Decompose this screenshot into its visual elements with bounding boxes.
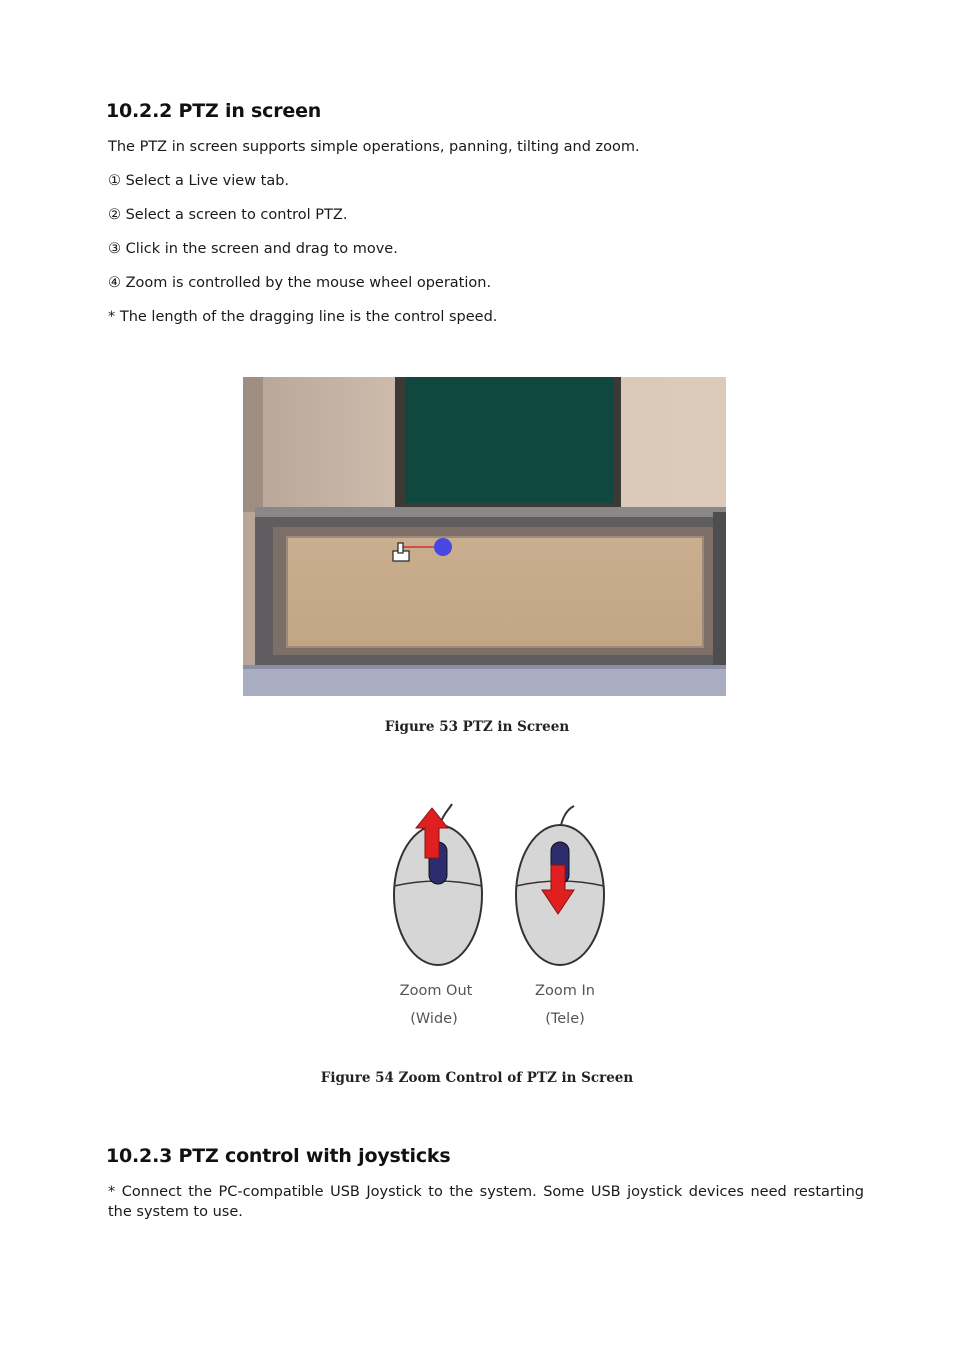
joystick-note: * Connect the PC-compatible USB Joystick to the system. Some USB joystick devices need restarting the system to use. xyxy=(108,1184,864,1220)
speed-note: * The length of the dragging line is the control speed. xyxy=(108,309,498,325)
zoom-control-mice-illustration xyxy=(380,800,620,1040)
section-heading-ptz-in-screen: 10.2.2 PTZ in screen xyxy=(106,100,322,122)
zoom-in-label: Zoom In xyxy=(535,983,595,999)
zoom-out-label: Zoom Out xyxy=(399,983,473,999)
intro-paragraph: The PTZ in screen supports simple operations, panning, tilting and zoom. xyxy=(108,139,640,155)
step-2: ② Select a screen to control PTZ. xyxy=(108,207,348,223)
step-1: ① Select a Live view tab. xyxy=(108,173,290,189)
step-4: ④ Zoom is controlled by the mouse wheel operation. xyxy=(108,275,492,291)
section-heading-ptz-joysticks: 10.2.3 PTZ control with joysticks xyxy=(106,1145,451,1167)
zoom-in-sub-label: (Tele) xyxy=(545,1011,585,1027)
figure-53-caption: Figure 53 PTZ in Screen xyxy=(384,719,570,735)
step-3: ③ Click in the screen and drag to move. xyxy=(108,241,398,257)
ptz-camera-view-image xyxy=(243,377,726,696)
figure-54-caption: Figure 54 Zoom Control of PTZ in Screen xyxy=(320,1070,634,1086)
zoom-out-sub-label: (Wide) xyxy=(410,1011,458,1027)
